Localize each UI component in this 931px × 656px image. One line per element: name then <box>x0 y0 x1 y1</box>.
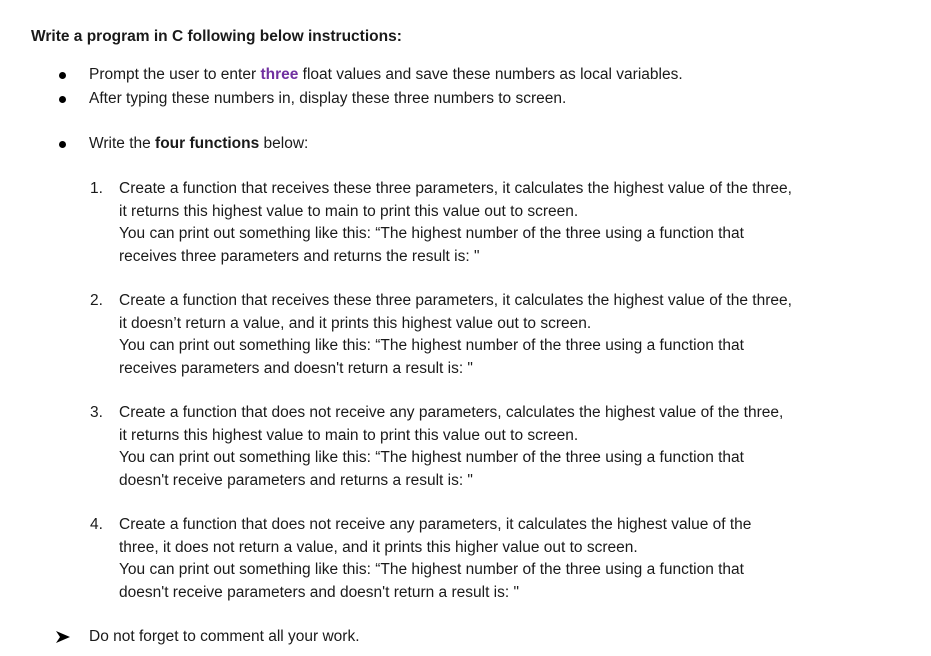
item-line: You can print out something like this: “The highest number of the three using a function that <box>119 337 744 354</box>
bullet-dot-icon <box>59 141 66 148</box>
bullet-text-before: Write the <box>89 135 156 152</box>
item-line: Create a function that receives these three parameters, it calculates the highest value of the three, <box>119 180 792 197</box>
item-line: it doesn’t return a value, and it prints this highest value out to screen. <box>119 314 592 332</box>
item-line: You can print out something like this: “The highest number of the three using a function that <box>119 561 744 578</box>
bullet-text: After typing these numbers in, display these three numbers to screen. <box>89 90 567 107</box>
item-line: Create a function that does not receive any parameters, it calculates the highest value of the <box>119 516 752 533</box>
arrowhead-bullet-icon <box>55 630 71 644</box>
item-number: 1. <box>90 180 103 197</box>
highlight-three: three <box>260 66 299 83</box>
item-line: Create a function that receives these three parameters, it calculates the highest value of the three, <box>119 292 792 309</box>
bullet-dot-icon <box>59 72 66 79</box>
item-line: receives three parameters and returns the result is: " <box>119 247 480 265</box>
item-number: 3. <box>90 404 103 421</box>
item-line: doesn't receive parameters and returns a result is: " <box>119 471 473 489</box>
bullet-dot-icon <box>59 96 66 103</box>
item-body <box>119 402 869 492</box>
bullet-text-after: below: <box>259 135 309 152</box>
item-body <box>119 178 869 268</box>
item-line: receives parameters and doesn't return a result is: " <box>119 359 473 377</box>
bold-four-functions: four functions <box>155 135 260 152</box>
closing-note-text: Do not forget to comment all your work. <box>89 628 360 645</box>
item-number: 2. <box>90 292 103 309</box>
item-line: Create a function that does not receive any parameters, calculates the highest value of the three, <box>119 404 784 421</box>
item-line: You can print out something like this: “The highest number of the three using a function that <box>119 449 744 466</box>
item-line: it returns this highest value to main to print this value out to screen. <box>119 426 579 444</box>
item-line: it returns this highest value to main to print this value out to screen. <box>119 202 579 220</box>
bullet-text-after: float values and save these numbers as local variables. <box>298 66 683 83</box>
item-line: doesn't receive parameters and doesn't return a result is: " <box>119 583 519 601</box>
item-body <box>119 290 869 380</box>
item-line: three, it does not return a value, and it prints this higher value out to screen. <box>119 538 638 556</box>
item-body <box>119 514 869 604</box>
item-number: 4. <box>90 516 103 533</box>
item-line: You can print out something like this: “The highest number of the three using a function that <box>119 225 744 242</box>
document-heading: Write a program in C following below instructions: <box>31 28 402 45</box>
bullet-text-before: Prompt the user to enter <box>89 66 261 83</box>
